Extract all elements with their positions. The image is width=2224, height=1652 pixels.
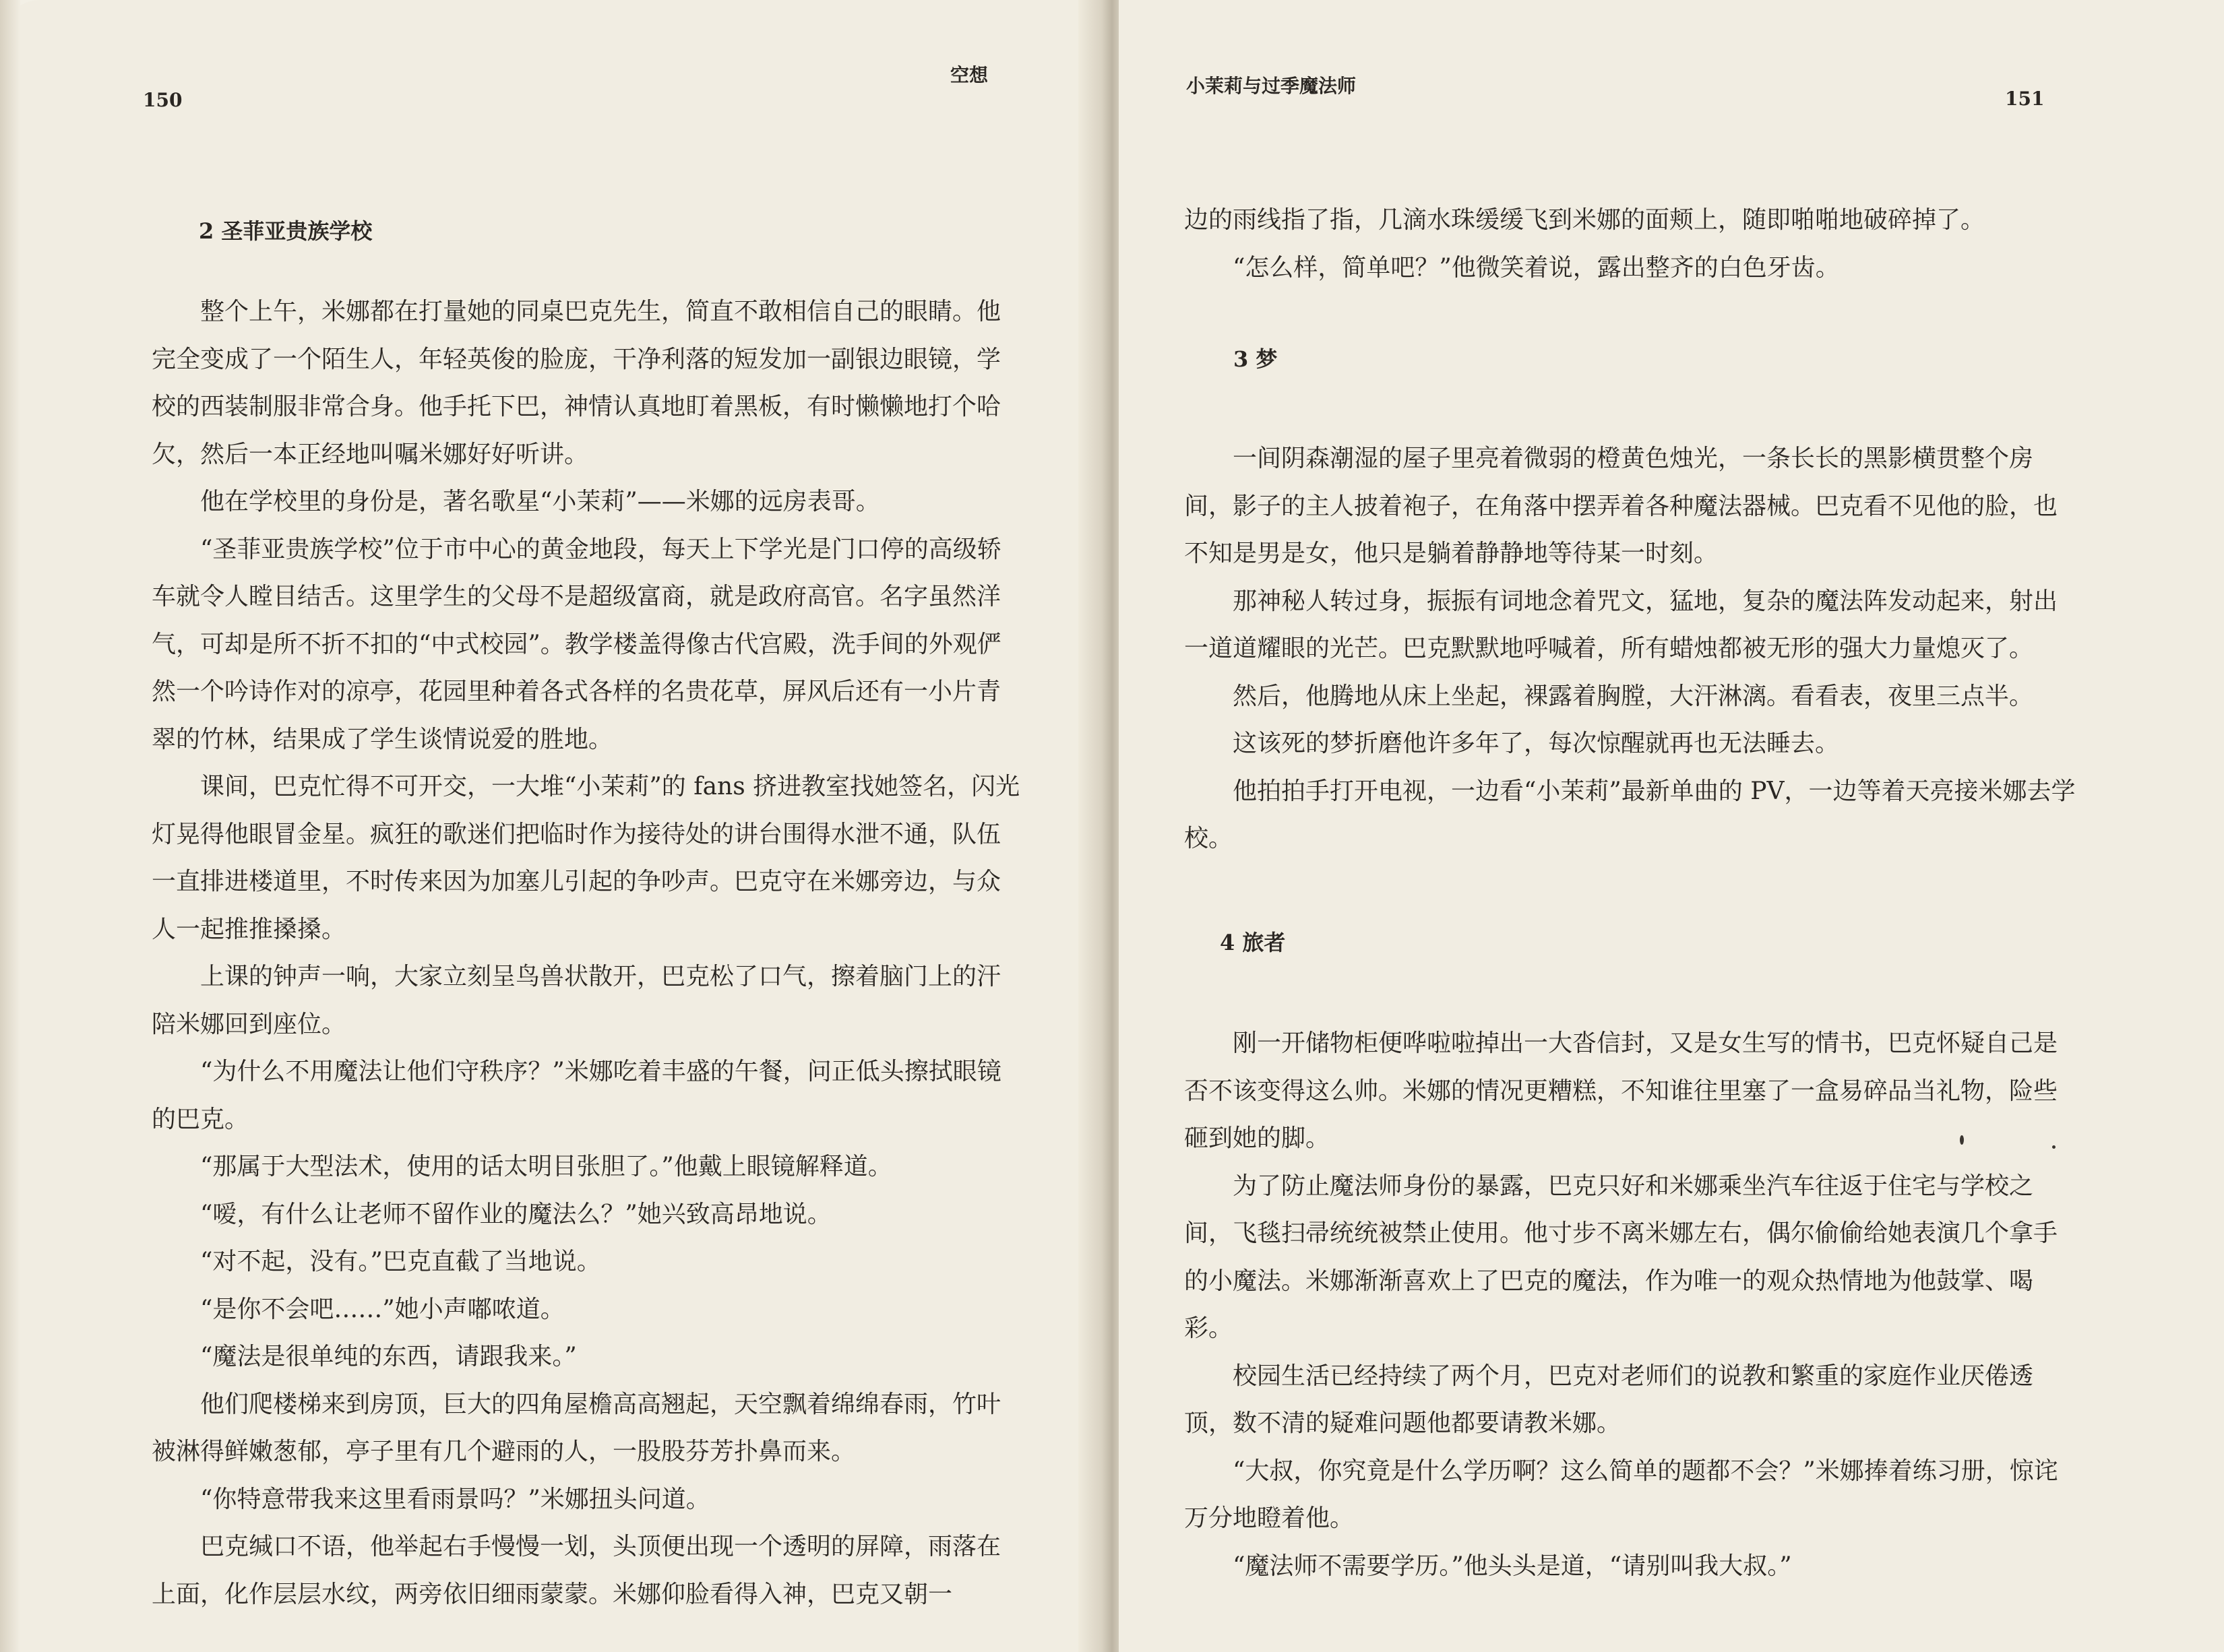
left-running-head: 空想 (950, 64, 989, 86)
paragraph: “大叔，你究竟是什么学历啊？这么简单的题都不会？”米娜捧着练习册，惊诧万分地瞪着他。 (1184, 1457, 2058, 1532)
paragraph: “为什么不用魔法让他们守秩序？”米娜吃着丰盛的午餐，问正低头擦拭眼镜的巴克。 (152, 1058, 1001, 1133)
paragraph: “圣菲亚贵族学校”位于市中心的黄金地段，每天上下学光是门口停的高级轿车就令人瞠目结舌。这里学生的父母不是超级富商，就是政府高官。名字虽然洋气，可却是所不折不扣的“中式校园”。教学楼盖得像古代宫殿，洗手间的外观俨然一个吟诗作对的凉亭，花园里种着各式各样的名贵花草，屏风后还有一小片青翠的竹林，结果成了学生谈情说爱的胜地。 (152, 535, 1001, 753)
right-page-number: 151 (2005, 88, 2045, 110)
right-page (1119, 0, 2224, 1652)
section-heading-3: 3 梦 (1233, 346, 1278, 372)
paragraph: 上课的钟声一响，大家立刻呈鸟兽状散开，巴克松了口气，擦着脑门上的汗陪米娜回到座位。 (152, 963, 1001, 1038)
section-3-text (1184, 435, 2080, 863)
section-heading-4: 4 旅者 (1220, 930, 1286, 955)
paragraph: 整个上午，米娜都在打量她的同桌巴克先生，简直不敢相信自己的眼睛。他完全变成了一个陌生人，年轻英俊的脸庞，干净利落的短发加一副银边眼镜，学校的西装制服非常合身。他手托下巴，神情认真地盯着黑板，有时懒懒地打个哈欠，然后一本正经地叫嘱米娜好好听讲。 (152, 298, 1001, 468)
right-opening-text (1184, 197, 2080, 292)
left-page-number: 150 (143, 89, 183, 111)
paragraph: 为了防止魔法师身份的暴露，巴克只好和米娜乘坐汽车往返于住宅与学校之间，飞毯扫帚统统被禁止使用。他寸步不离米娜左右，偶尔偷偷给她表演几个拿手的小魔法。米娜渐渐喜欢上了巴克的魔法，作为唯一的观众热情地为他鼓掌、喝彩。 (1184, 1172, 2058, 1342)
paragraph: “魔法师不需要学历。”他头头是道，“请别叫我大叔。” (1233, 1552, 1792, 1580)
paragraph: “你特意带我来这里看雨景吗？”米娜扭头问道。 (200, 1485, 710, 1513)
paragraph: 然后，他腾地从床上坐起，裸露着胸膛，大汗淋漓。看看表，夜里三点半。 (1233, 682, 2034, 710)
paragraph: 校园生活已经持续了两个月，巴克对老师们的说教和繁重的家庭作业厌倦透顶，数不清的疑难问题他都要请教米娜。 (1184, 1362, 2034, 1437)
paragraph: 这该死的梦折磨他许多年了，每次惊醒就再也无法睡去。 (1233, 730, 1840, 757)
left-body-text (152, 288, 1021, 1618)
left-page (0, 0, 1105, 1652)
paragraph: 边的雨线指了指，几滴水珠缓缓飞到米娜的面颊上，随即啪啪地破碎掉了。 (1184, 206, 1985, 234)
paragraph: “魔法是很单纯的东西，请跟我来。” (200, 1343, 577, 1370)
paragraph: 巴克缄口不语，他举起右手慢慢一划，头顶便出现一个透明的屏障，雨落在上面，化作层层水纹，两旁依旧细雨蒙蒙。米娜仰脸看得入神，巴克又朝一 (152, 1533, 1001, 1608)
section-heading-2: 2 圣菲亚贵族学校 (199, 218, 373, 244)
page-edge-shadow (0, 0, 20, 1652)
paragraph: 一间阴森潮湿的屋子里亮着微弱的橙黄色烛光，一条长长的黑影横贯整个房间，影子的主人披着袍子，在角落中摆弄着各种魔法器械。巴克看不见他的脸，也不知是男是女，他只是躺着静静地等待某一时刻。 (1184, 445, 2058, 567)
right-running-head: 小茉莉与过季魔法师 (1186, 75, 1357, 97)
paragraph: 那神秘人转过身，振振有词地念着咒文，猛地，复杂的魔法阵发动起来，射出一道道耀眼的光芒。巴克默默地呼喊着，所有蜡烛都被无形的强大力量熄灭了。 (1184, 587, 2058, 662)
paragraph: 他在学校里的身份是，著名歌星“小茉莉”——米娜的远房表哥。 (200, 488, 880, 515)
paragraph: “那属于大型法术，使用的话太明目张胆了。”他戴上眼镜解释道。 (200, 1153, 892, 1180)
section-4-text (1184, 1020, 2080, 1590)
paragraph: 他们爬楼梯来到房顶，巨大的四角屋檐高高翘起，天空飘着绵绵春雨，竹叶被淋得鲜嫩葱郁，亭子里有几个避雨的人，一股股芬芳扑鼻而来。 (152, 1390, 1001, 1465)
scan-speck (1960, 1135, 1964, 1145)
scan-speck (2052, 1145, 2056, 1149)
paragraph: 课间，巴克忙得不可开交，一大堆“小茉莉”的 fans 挤进教室找她签名，闪光灯晃得他眼冒金星。疯狂的歌迷们把临时作为接待处的讲台围得水泄不通，队伍一直排进楼道里，不时传来因为加塞儿引起的争吵声。巴克守在米娜旁边，与众人一起推推搡搡。 (152, 773, 1020, 943)
paragraph: 他拍拍手打开电视，一边看“小茉莉”最新单曲的 PV，一边等着天亮接米娜去学校。 (1184, 777, 2076, 852)
paragraph: 刚一开储物柜便哗啦啦掉出一大沓信封，又是女生写的情书，巴克怀疑自己是否不该变得这么帅。米娜的情况更糟糕，不知谁往里塞了一盒易碎品当礼物，险些砸到她的脚。 (1184, 1029, 2058, 1152)
paragraph: “怎么样，简单吧？”他微笑着说，露出整齐的白色牙齿。 (1233, 253, 1840, 282)
paragraph: “对不起，没有。”巴克直截了当地说。 (200, 1248, 601, 1275)
paragraph: “是你不会吧……”她小声嘟哝道。 (200, 1295, 565, 1323)
paragraph: “嗳，有什么让老师不留作业的魔法么？”她兴致高昂地说。 (200, 1200, 832, 1228)
